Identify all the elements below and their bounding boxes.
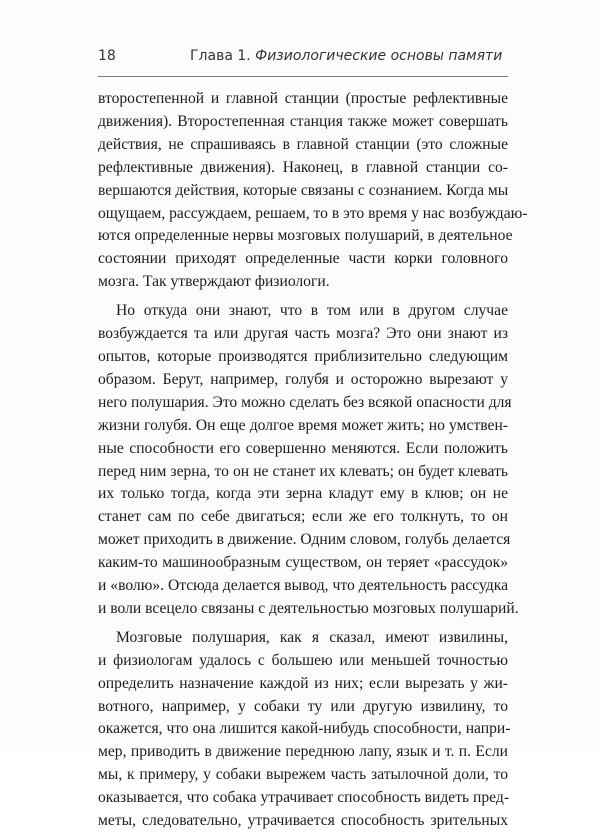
text-line: действия, не спрашиваясь в главной станции (это сложные	[98, 135, 508, 153]
text-line: Мозговые полушария, как я сказал, имеют извилины,	[116, 628, 508, 646]
text-line: перед ним зерна, то он не станет их клевать; он будет клевать	[98, 462, 508, 480]
text-line: образом. Берут, например, голубя и осторожно вырезают у	[98, 370, 508, 388]
chapter-heading	[190, 48, 502, 64]
text-line: их только тогда, когда эти зерна кладут ему в клюв; он не	[98, 485, 508, 503]
text-line: рефлективные движения). Наконец, в главной станции со-	[98, 158, 508, 176]
page-number: 18	[98, 48, 116, 64]
text-line: окажется, что она лишится какой-нибудь способности, напри-	[98, 720, 511, 738]
text-line: вершаются действия, которые связаны с сознанием. Когда мы	[98, 181, 509, 199]
text-line: мозга. Так утверждают физиологи.	[98, 273, 330, 291]
paragraph-3	[98, 627, 511, 833]
chapter-title: Физиологические основы памяти	[255, 48, 503, 64]
text-line: каким-то машинообразным существом, он теряет «рассудок»	[98, 554, 508, 572]
text-line: и физиологам удалось с большею или меньшей точностью	[98, 651, 508, 669]
text-line: мер, приводить в движение переднюю лапу, язык и т. п. Если	[98, 743, 508, 761]
text-line: меты, следовательно, утрачивается способность зрительных	[98, 812, 508, 830]
text-line: опытов, которые производятся приблизительно следующим	[98, 347, 508, 365]
header-rule	[98, 76, 508, 77]
text-line: движения). Второстепенная станция также может совершать	[98, 112, 508, 130]
text-line: мы, к примеру, у собаки вырежем часть затылочной доли, то	[98, 766, 508, 784]
text-line: может приходить в движение. Одним словом, голубь делается	[98, 531, 511, 549]
text-line: ощущаем, рассуждаем, решаем, то в это время у нас возбуждаю-	[98, 204, 528, 222]
text-line: Но откуда они знают, что в том или в другом случае	[116, 302, 508, 320]
chapter-number: Глава 1.	[190, 48, 251, 64]
text-line: жизни голубя. Он еще долгое время может жить; но умствен-	[98, 416, 508, 434]
text-line: станет сам по себе двигаться; если же его толкнуть, то он	[98, 508, 508, 526]
text-line: определить назначение каждой из них; если вырезать у жи-	[98, 674, 508, 692]
text-line: него полушария. Это можно сделать без всякой опасности для	[98, 393, 512, 411]
paragraph-1	[98, 88, 528, 294]
text-line: второстепенной и главной станции (простые рефлективные	[98, 90, 508, 107]
text-line: возбуждается та или другая часть мозга? Это они знают из	[98, 325, 508, 343]
text-line: оказывается, что собака утрачивает способность видеть пред-	[98, 789, 510, 807]
text-line: вотного, например, у собаки ту или другую извилину, то	[98, 697, 508, 715]
text-line: ются определенные нервы мозговых полушарий, в деятельное	[98, 227, 513, 245]
running-head	[98, 48, 508, 72]
paragraph-2	[98, 300, 519, 621]
text-line: и воли всецело связаны с деятельностью мозговых полушарий.	[98, 599, 519, 617]
text-line: и «волю». Отсюда делается вывод, что деятельность рассудка	[98, 577, 508, 595]
text-line: состоянии приходят определенные части корки головного	[98, 250, 508, 268]
text-line: ные способности его совершенно меняются. Если положить	[98, 439, 508, 457]
body-text	[98, 88, 528, 833]
